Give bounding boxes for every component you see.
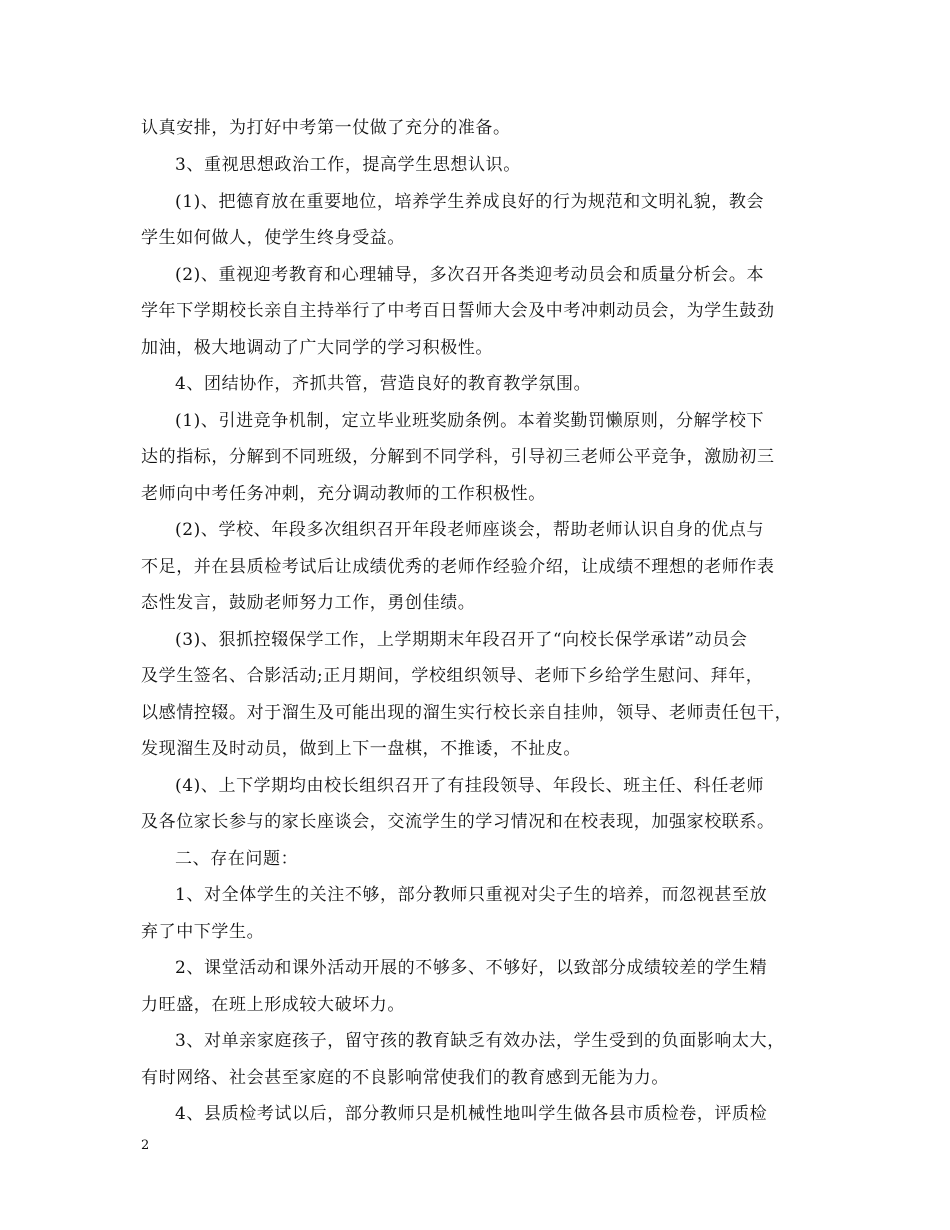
text-line: 力旺盛，在班上形成较大破坏力。 xyxy=(141,995,405,1015)
text-line: 学年下学期校长亲自主持举行了中考百日誓师大会及中考冲刺动员会，为学生鼓劲 xyxy=(141,301,775,321)
text-line: 达的指标，分解到不同班级，分解到不同学科，引导初三老师公平竞争，激励初三 xyxy=(141,447,775,467)
text-line: 不足，并在县质检考试后让成绩优秀的老师作经验介绍，让成绩不理想的老师作表 xyxy=(141,557,775,577)
text-line: 有时网络、社会甚至家庭的不良影响常使我们的教育感到无能为力。 xyxy=(141,1068,669,1088)
text-line: 加油，极大地调动了广大同学的学习积极性。 xyxy=(141,338,493,358)
text-line: 4、县质检考试以后，部分教师只是机械性地叫学生做各县市质检卷，评质检 xyxy=(175,1104,768,1124)
text-line: 认真安排，为打好中考第一仗做了充分的准备。 xyxy=(141,118,511,138)
text-line: 及各位家长参与的家长座谈会，交流学生的学习情况和在校表现，加强家校联系。 xyxy=(141,812,775,832)
text-line: 1、对全体学生的关注不够，部分教师只重视对尖子生的培养，而忽视甚至放 xyxy=(175,885,768,905)
text-line: 发现溜生及时动员，做到上下一盘棋，不推诿，不扯皮。 xyxy=(141,739,581,759)
page-number: 2 xyxy=(141,1138,150,1153)
text-line: 3、对单亲家庭孩子，留守孩的教育缺乏有效办法，学生受到的负面影响太大， xyxy=(175,1031,785,1051)
section-heading: 二、存在问题： xyxy=(175,849,299,869)
text-line: (4)、上下学期均由校长组织召开了有挂段领导、年段长、班主任、科任老师 xyxy=(175,776,765,796)
section-heading: 4、团结协作，齐抓共管，营造良好的教育教学氛围。 xyxy=(175,374,592,394)
text-line: (2)、重视迎考教育和心理辅导，多次召开各类迎考动员会和质量分析会。本 xyxy=(175,265,765,285)
text-line: 老师向中考任务冲刺，充分调动教师的工作积极性。 xyxy=(141,484,546,504)
text-line: 学生如何做人，使学生终身受益。 xyxy=(141,228,405,248)
text-line: 态性发言，鼓励老师努力工作，勇创佳绩。 xyxy=(141,593,476,613)
text-line: (1)、引进竞争机制，定立毕业班奖励条例。本着奖勤罚懒原则，分解学校下 xyxy=(175,411,765,431)
section-heading: 3、重视思想政治工作，提高学生思想认识。 xyxy=(175,155,521,175)
text-line: 弃了中下学生。 xyxy=(141,922,265,942)
text-line: 及学生签名、合影活动;正月期间，学校组织领导、老师下乡给学生慰问、拜年， xyxy=(141,666,764,686)
text-line: 以感情控辍。对于溜生及可能出现的溜生实行校长亲自挂帅，领导、老师责任包干， xyxy=(141,703,793,723)
text-line: 2、课堂活动和课外活动开展的不够多、不够好，以致部分成绩较差的学生精 xyxy=(175,958,768,978)
text-line: (3)、狠抓控辍保学工作，上学期期末年段召开了“向校长保学承诺”动员会 xyxy=(175,630,748,650)
text-line: (1)、把德育放在重要地位，培养学生养成良好的行为规范和文明礼貌，教会 xyxy=(175,192,765,212)
text-line: (2)、学校、年段多次组织召开年段老师座谈会，帮助老师认识自身的优点与 xyxy=(175,520,765,540)
